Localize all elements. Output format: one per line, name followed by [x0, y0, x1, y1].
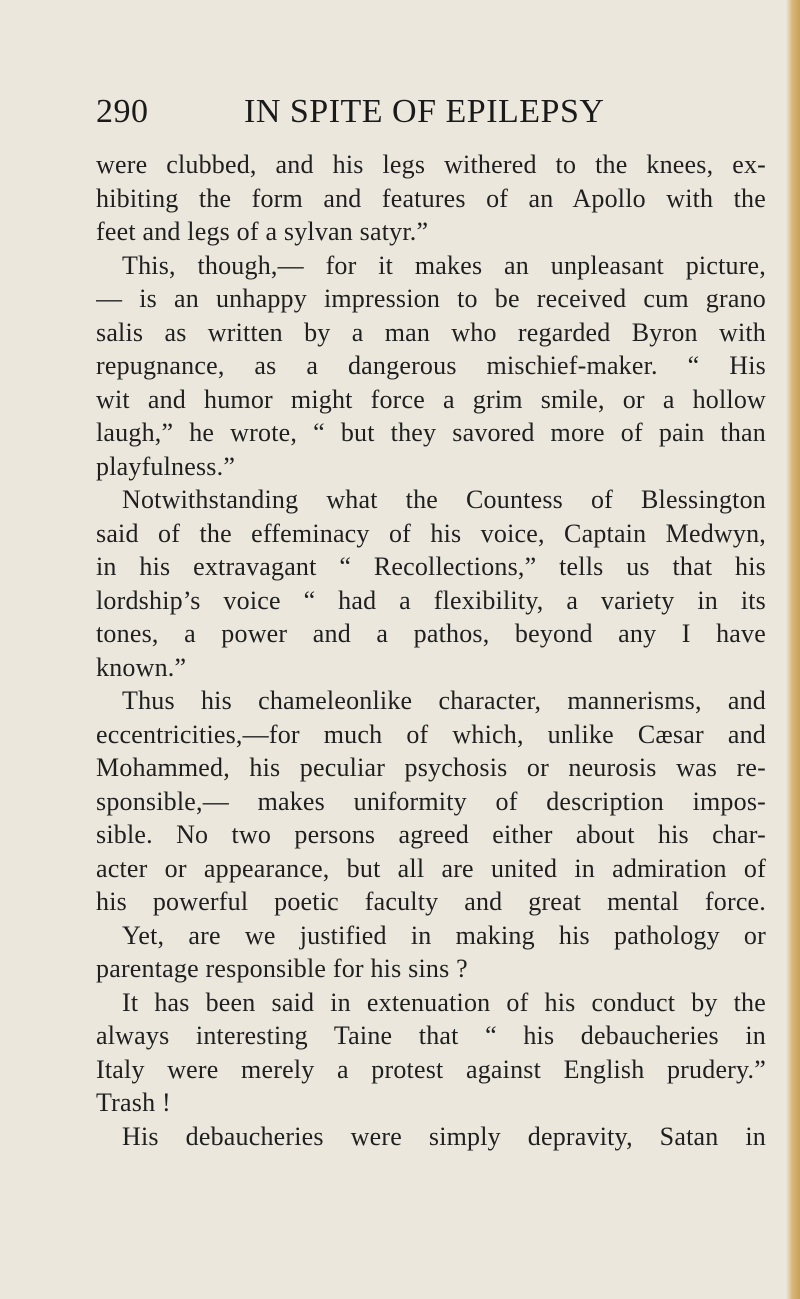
- text-line: said of the effeminacy of his voice, Captain Medwyn,: [96, 518, 766, 548]
- text-line: Mohammed, his peculiar psychosis or neurosis was re-: [96, 753, 766, 782]
- text-line: — is an unhappy impression to be received cum grano: [96, 284, 766, 313]
- body-text: [96, 148, 766, 1153]
- text-line: sponsible,— makes uniformity of description impos-: [96, 786, 766, 816]
- running-head-title: IN SPITE OF EPILEPSY: [244, 93, 605, 130]
- text-line: Thus his chameleonlike character, mannerisms, and: [122, 686, 766, 715]
- page-number: 290: [96, 93, 149, 130]
- text-line: Italy were merely a protest against English prudery.”: [96, 1054, 766, 1084]
- text-line: It has been said in extenuation of his conduct by the: [122, 987, 766, 1017]
- text-line: salis as written by a man who regarded Byron with: [96, 317, 766, 347]
- text-line: eccentricities,—for much of which, unlike Cæsar and: [96, 719, 766, 749]
- text-line: repugnance, as a dangerous mischief-maker. “ His: [96, 351, 766, 380]
- running-head: [96, 92, 756, 132]
- text-line: Yet, are we justified in making his pathology or: [122, 920, 766, 950]
- text-line: sible. No two persons agreed either about his char-: [96, 820, 766, 849]
- text-line: his powerful poetic faculty and great mental force.: [96, 887, 766, 916]
- text-line: hibiting the form and features of an Apollo with the: [96, 183, 766, 213]
- text-line: His debaucheries were simply depravity, Satan in: [122, 1121, 766, 1151]
- text-line: laugh,” he wrote, “ but they savored more of pain than: [96, 418, 766, 447]
- text-line: This, though,— for it makes an unpleasant picture,: [122, 250, 766, 280]
- text-line: were clubbed, and his legs withered to the knees, ex-: [96, 150, 766, 179]
- text-line: parentage responsible for his sins ?: [96, 954, 468, 983]
- text-line: wit and humor might force a grim smile, or a hollow: [96, 384, 766, 414]
- text-line: feet and legs of a sylvan satyr.”: [96, 217, 429, 246]
- text-line: acter or appearance, but all are united in admiration of: [96, 853, 766, 883]
- text-line: playfulness.”: [96, 451, 236, 481]
- text-line: in his extravagant “ Recollections,” tells us that his: [96, 552, 766, 581]
- text-line: Trash !: [96, 1088, 171, 1117]
- text-line: known.”: [96, 652, 187, 682]
- page-edge: [786, 0, 800, 1299]
- text-line: Notwithstanding what the Countess of Blessington: [122, 485, 766, 514]
- text-line: lordship’s voice “ had a flexibility, a variety in its: [96, 585, 766, 615]
- text-line: tones, a power and a pathos, beyond any I have: [96, 619, 766, 648]
- text-line: always interesting Taine that “ his debaucheries in: [96, 1021, 766, 1050]
